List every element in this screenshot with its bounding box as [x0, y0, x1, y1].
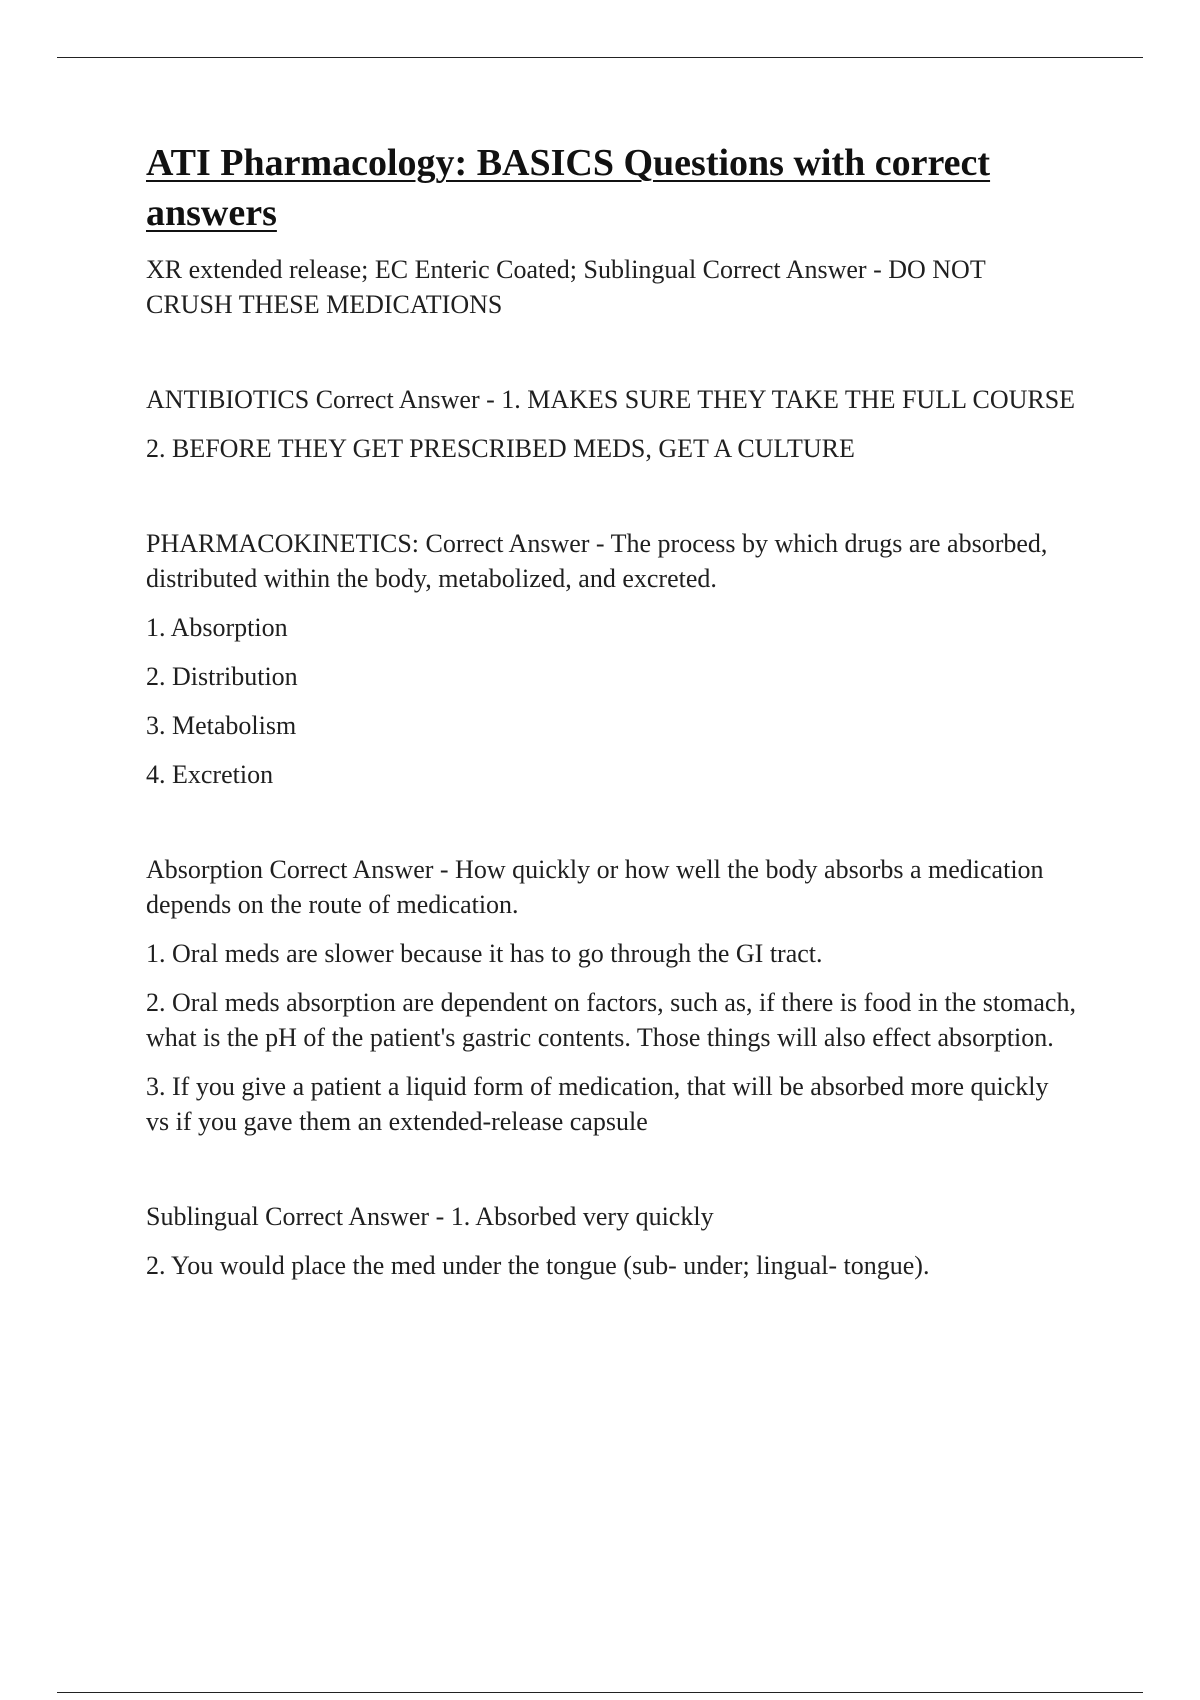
qa-entry-absorption: [146, 852, 1076, 1139]
document-body: [146, 138, 1076, 1297]
entry-paragraph: PHARMACOKINETICS: Correct Answer - The process by which drugs are absorbed, distributed within the body, metabolized, and excreted.: [146, 529, 1048, 593]
document-title: ATI Pharmacology: BASICS Questions with correct answers: [146, 142, 991, 234]
entry-paragraph: ANTIBIOTICS Correct Answer - 1. MAKES SURE THEY TAKE THE FULL COURSE: [146, 385, 1076, 414]
entry-list-item: 2. Distribution: [146, 662, 298, 691]
qa-entry-pharmacokinetics: [146, 526, 1076, 792]
entry-list-item: 2. You would place the med under the tongue (sub- under; lingual- tongue).: [146, 1251, 930, 1280]
entry-paragraph: Absorption Correct Answer - How quickly or how well the body absorbs a medication depends on the route of medication.: [146, 855, 1044, 919]
entry-list-item: 3. If you give a patient a liquid form of medication, that will be absorbed more quickly vs if you gave them an extended-release capsule: [146, 1072, 1049, 1136]
entry-list-item: 1. Absorption: [146, 613, 288, 642]
entry-paragraph: 2. BEFORE THEY GET PRESCRIBED MEDS, GET A CULTURE: [146, 434, 855, 463]
qa-entry-crush: [146, 252, 1076, 322]
entry-list-item: 1. Oral meds are slower because it has to go through the GI tract.: [146, 939, 823, 968]
entry-paragraph: Sublingual Correct Answer - 1. Absorbed very quickly: [146, 1202, 714, 1231]
entry-list-item: 2. Oral meds absorption are dependent on factors, such as, if there is food in the stomach, what is the pH of the patient's gastric contents. Those things will also effect absorption.: [146, 988, 1076, 1052]
qa-entry-antibiotics: [146, 382, 1076, 466]
header-rule: [57, 57, 1143, 58]
entry-list-item: 4. Excretion: [146, 760, 274, 789]
qa-entry-sublingual: [146, 1199, 1076, 1283]
entry-paragraph: XR extended release; EC Enteric Coated; Sublingual Correct Answer - DO NOT CRUSH THESE MEDICATIONS: [146, 255, 986, 319]
entry-list-item: 3. Metabolism: [146, 711, 297, 740]
footer-rule: [57, 1692, 1143, 1693]
